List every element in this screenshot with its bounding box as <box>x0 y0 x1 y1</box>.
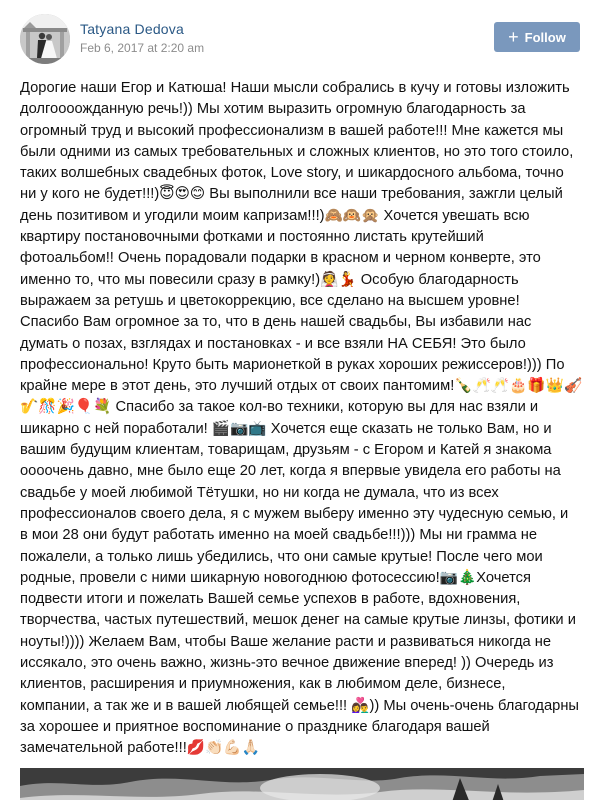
post-text-line: думать о позах, взглядах и постановках - и все взяли НА СЕБЯ! Это было <box>20 335 526 352</box>
post-body <box>20 78 584 760</box>
post-text-line: огромный труд и высокий профессионализм в вашей работе!!! Мне кажется мы <box>20 122 564 139</box>
post-text-line: ноуты!)))) Желаем Вам, чтобы Ваше желание расти и развиваться никогда не <box>20 633 552 650</box>
post-text-line: профессионалов своего дела, я с мужем выберу именно эту чудесную семью, и <box>20 505 569 522</box>
post-text-line: свадьбе у моей любимой Тётушки, но ни когда не думала, что из всех <box>20 484 499 501</box>
post-text-line: оооочень давно, мне было еще 20 лет, когда я впервые увидела его работы на <box>20 463 561 480</box>
post-text-line: фотоальбом!! Очень порадовали подарки в красном и черном конверте, это <box>20 250 541 267</box>
wedding-couple-avatar-icon <box>20 14 70 64</box>
post-text-line: подвести итоги и пожелать Вашей семье успехов в работе, вдохновения, <box>20 591 521 608</box>
post-text-line: творчества, частых путешествий, мешок денег на самые крутые линзы, фотики и <box>20 612 576 629</box>
post-text-line: ни у кого не будет!!!)😇😍😊 Вы выполнили все наши требования, зажгли целый <box>20 186 563 203</box>
post-photo[interactable] <box>20 768 584 800</box>
post-text-line: были одними из самых требовательных и сложных клиентов, но это того стоило, <box>20 143 574 160</box>
post-text-line: компании, а так же и в вашей любящей семье!!! 👩‍❤️‍👨)) Мы очень-очень благодарны <box>20 697 579 714</box>
author-name[interactable]: Tatyana Dedova <box>80 21 184 37</box>
post-text-line: клиентов, расширения и приумножения, как в любимом деле, бизнесе, <box>20 676 506 693</box>
post-header <box>20 14 580 70</box>
post-text-line: крайне мере в этот день, это лучший отдых от своих пантомим!🍾🥂🥂🎂🎁👑🎻 <box>20 378 583 395</box>
photo-image <box>20 768 584 800</box>
post-text-line: в мои 28 они будут работать именно на моей свадьбе!!!))) Мы ни грамма не <box>20 527 538 544</box>
post-text-line: 🎷🎊🎉🎈💐 Спасибо за такое кол-во техники, которую вы для нас взяли и <box>20 399 539 416</box>
post-text-line: за хорошее и приятное воспоминание о празднике благодаря вашей <box>20 718 490 735</box>
post-text-line: пожалели, а только лишь убедились, что они самые крутые! После чего мои <box>20 548 543 565</box>
post-text-line: иссякало, это очень важно, жизнь-это вечное движение вперед! )) Очередь из <box>20 655 554 672</box>
post-text-line: Дорогие наши Егор и Катюша! Наши мысли собрались в кучу и готовы изложить <box>20 80 570 96</box>
follow-button[interactable] <box>494 22 580 52</box>
post-text-line: таких волшебных свадебных фоток, Love story, и шикардосного альбома, точно <box>20 165 564 182</box>
follow-label: Follow <box>524 29 566 45</box>
post-text-line: профессионально! Круто быть марионеткой в руках хороших режиссеров!))) По <box>20 356 565 373</box>
post-text-line: день позитивом и угодили моим капризам!!!)🙈🙉🙊 Хочется увешать всю <box>20 207 530 224</box>
post-text-line: вашим будущим клиентам, товарищам, друзьям - с Егором и Катей я знакома <box>20 442 552 459</box>
avatar[interactable] <box>20 14 70 64</box>
plus-icon: + <box>508 27 519 47</box>
post-text-line: замечательной работе!!!💋👏🏻💪🏻🙏🏻 <box>20 740 260 757</box>
post-text-line: шикарно с ней поработали! 🎬📷📺 Хочется еще сказать не только Вам, но и <box>20 420 552 437</box>
post-text-line: квартиру постановочными фотками и постоянно листать крутейший <box>20 229 484 246</box>
post-text-line: выражаем за ретушь и цветокоррекцию, все сделано на высшем уровне! <box>20 292 520 309</box>
post-text-line: Спасибо Вам огромное за то, что в день нашей свадьбы, Вы избавили нас <box>20 314 532 331</box>
post-date[interactable]: Feb 6, 2017 at 2:20 am <box>80 41 205 55</box>
post-text-line: долгоооожданную речь!)) Мы хотим выразить огромную благодарность за <box>20 101 526 118</box>
post-text-line: родные, провели с ними шикарную новогоднюю фотосессию!📷🎄Хочется <box>20 569 531 586</box>
post-text-line: именно то, что мы повесили сразу в рамку!)👰💃 Особую благодарность <box>20 271 519 288</box>
